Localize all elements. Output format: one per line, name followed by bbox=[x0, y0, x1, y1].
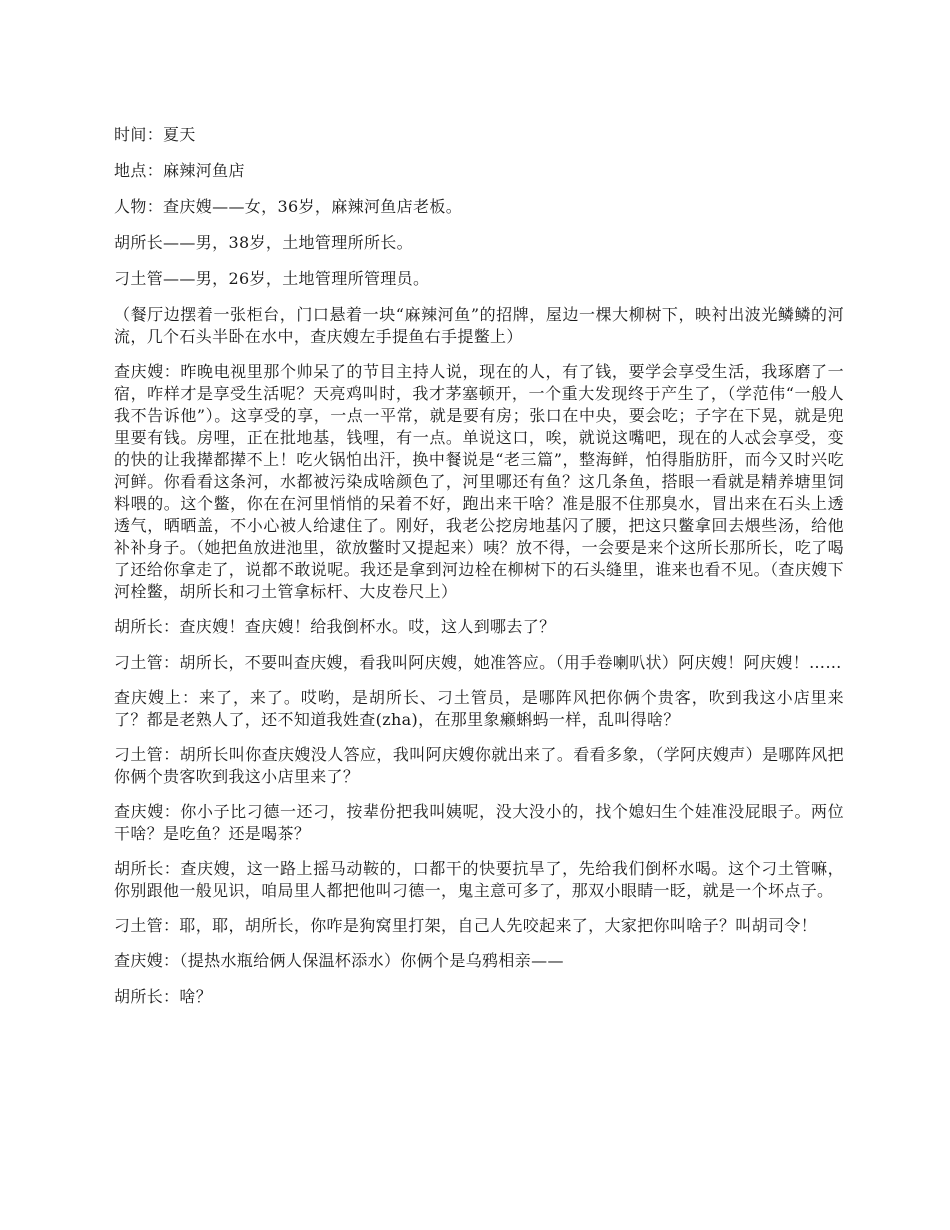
dialogue-zha-4: 查庆嫂：（提热水瓶给俩人保温杯添水）你俩个是乌鸦相亲—— bbox=[114, 951, 564, 970]
dialogue-hu-1: 胡所长：查庆嫂！查庆嫂！给我倒杯水。哎，这人到哪去了？ bbox=[114, 617, 556, 636]
dialogue-diao-1: 刁土管：胡所长，不要叫查庆嫂，看我叫阿庆嫂，她准答应。（用手卷喇叭状）阿庆嫂！阿庆嫂！…… bbox=[114, 653, 842, 672]
character-zha: 人物：查庆嫂——女，36岁，麻辣河鱼店老板。 bbox=[114, 197, 463, 216]
dialogue-zha-3: 查庆嫂：你小子比刁德一还刁，按辈份把我叫姨呢，没大没小的，找个媳妇生个娃准没屁眼子。两位干啥？是吃鱼？还是喝茶？ bbox=[114, 802, 844, 843]
stage-direction: （餐厅边摆着一张柜台，门口悬着一块“麻辣河鱼”的招牌，屋边一棵大柳树下，映衬出波光鳞鳞的河流，几个石头半卧在水中，查庆嫂左手提鱼右手提鳖上） bbox=[114, 305, 844, 346]
dialogue-zha-monologue: 查庆嫂：昨晚电视里那个帅呆了的节目主持人说，现在的人，有了钱，要学会享受生活，我琢磨了一宿，咋样才是享受生活呢？天亮鸡叫时，我才茅塞顿开，一个重大发现终于产生了，（学范伟“一般人我不告诉他”）。这享受的享，一点一平常，就是要有房；张口在中央，要会吃；子字在下晃，就是兜里要有钱。房哩，正在批地基，钱哩，有一点。单说这口，唉，就说这嘴吧，现在的人忒会享受，变的快的让我撵都撵不上！吃火锅怕出汗，换中餐说是“老三篇”，整海鲜，怕得脂肪肝，而今又时兴吃河鲜。你看看这条河，水都被污染成啥颜色了，河里哪还有鱼？这几条鱼，搭眼一看就是精养塘里饲料喂的。这个鳖，你在在河里悄悄的呆着不好，跑出来干啥？准是服不住那臭水，冒出来在石头上透透气，晒晒盖，不小心被人给逮住了。刚好，我老公挖房地基闪了腰，把这只鳖拿回去煨些汤，给他补补身子。（她把鱼放进池里，欲放鳖时又提起来）咦？放不得，一会要是来个这所长那所长，吃了喝了还给你拿走了，说都不敢说呢。我还是拿到河边栓在柳树下的石头缝里，谁来也看不见。（查庆嫂下河栓鳖，胡所长和刁土管拿标杆、大皮卷尺上） bbox=[114, 362, 844, 601]
dialogue-hu-2: 胡所长：查庆嫂，这一路上摇马动鞍的，口都干的快要抗旱了，先给我们倒杯水喝。这个刁土管嘛，你别跟他一般见识，咱局里人都把他叫刁德一，鬼主意可多了，那双小眼睛一眨，就是一个坏点子。 bbox=[114, 859, 844, 900]
scene-location: 地点：麻辣河鱼店 bbox=[114, 161, 245, 180]
dialogue-diao-2: 刁土管：胡所长叫你查庆嫂没人答应，我叫阿庆嫂你就出来了。看看多象，（学阿庆嫂声）是哪阵风把你俩个贵客吹到我这小店里来了？ bbox=[114, 745, 844, 786]
document-body bbox=[114, 124, 844, 1022]
dialogue-diao-3: 刁土管：耶，耶，胡所长，你咋是狗窝里打架，自己人先咬起来了，大家把你叫啥子？叫胡司令！ bbox=[114, 916, 818, 935]
character-diao: 刁土管——男，26岁，土地管理所管理员。 bbox=[114, 269, 430, 288]
dialogue-zha-2: 查庆嫂上：来了，来了。哎哟，是胡所长、刁土管员，是哪阵风把你俩个贵客，吹到我这小店里来了？都是老熟人了，还不知道我姓查(zha)，在那里象癞蝌蚂一样，乱叫得啥？ bbox=[114, 688, 844, 729]
scene-time: 时间：夏天 bbox=[114, 125, 196, 144]
character-hu: 胡所长——男，38岁，土地管理所所长。 bbox=[114, 233, 414, 252]
dialogue-hu-3: 胡所长：啥？ bbox=[114, 987, 213, 1006]
